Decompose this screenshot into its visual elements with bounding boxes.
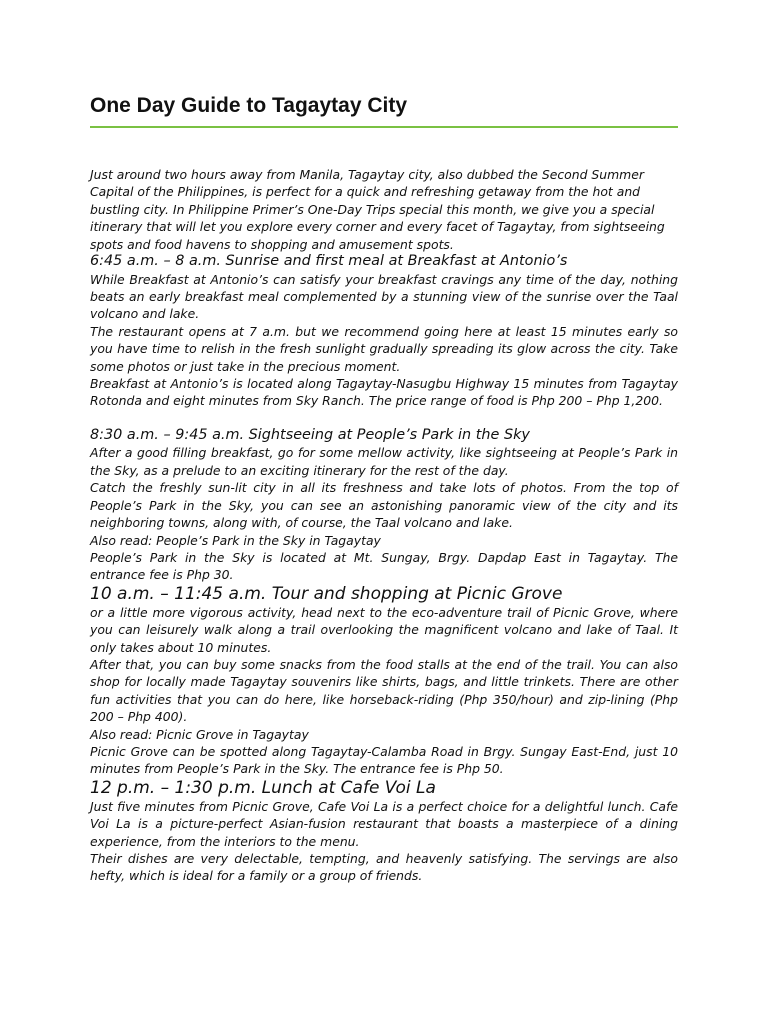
section-heading-peoples-park: 8:30 a.m. – 9:45 a.m. Sightseeing at People’s Park in the Sky xyxy=(90,426,530,443)
paragraph: Breakfast at Antonio’s is located along Tagaytay-Nasugbu Highway 15 minutes from Tagaytay Rotonda and eight minutes from Sky Ranch. The price range of food is Php 200 – Php 1,200. xyxy=(90,376,678,409)
intro-paragraph: Just around two hours away from Manila, Tagaytay city, also dubbed the Second Summer Capital of the Philippines, is perfect for a quick and refreshing getaway from the hot and bustling city. In Philippine Primer’s One-Day Trips special this month, we give you a special itinerary that will let you explore every corner and every facet of Tagaytay, from sightseeing spots and food havens to shopping and amusement spots. xyxy=(90,167,665,252)
paragraph: While Breakfast at Antonio’s can satisfy your breakfast cravings any time of the day, nothing beats an early breakfast meal complemented by a stunning view of the sunrise over the Taal volcano and lake. xyxy=(90,271,678,322)
also-read-line: Also read: Picnic Grove in Tagaytay xyxy=(90,726,309,742)
paragraph: or a little more vigorous activity, head next to the eco-adventure trail of Picnic Grove, where you can leisurely walk along a trail overlooking the magnificent volcano and lake of Taal. It only takes about 10 minutes. xyxy=(90,604,678,655)
paragraph: After a good filling breakfast, go for some mellow activity, like sightseeing at People’s Park in the Sky, as a prelude to an exciting itinerary for the rest of the day. xyxy=(90,445,678,478)
paragraph: Catch the freshly sun-lit city in all its freshness and take lots of photos. From the top of People’s Park in the Sky, you can see an astonishing panoramic view of the city and its neighboring towns, along with, of course, the Taal volcano and lake. xyxy=(90,480,678,531)
paragraph: People’s Park in the Sky is located at Mt. Sungay, Brgy. Dapdap East in Tagaytay. The entrance fee is Php 30. xyxy=(90,549,678,583)
section-heading-cafe-voi-la: 12 p.m. – 1:30 p.m. Lunch at Cafe Voi La xyxy=(90,777,436,798)
paragraph: After that, you can buy some snacks from the food stalls at the end of the trail. You can also shop for locally made Tagaytay souvenirs like shirts, bags, and little trinkets. There are other fun activities that you can do here, like horseback-riding (Php 350/hour) and zip-lining (Php 200 – Php 400). xyxy=(90,656,678,725)
paragraph: Picnic Grove can be spotted along Tagaytay-Calamba Road in Brgy. Sungay East-End, just 10 minutes from People’s Park in the Sky. The entrance fee is Php 50. xyxy=(90,743,678,777)
spacer xyxy=(90,410,678,427)
also-read-line: Also read: People’s Park in the Sky in Tagaytay xyxy=(90,532,381,548)
paragraph: Just five minutes from Picnic Grove, Cafe Voi La is a perfect choice for a delightful lunch. Cafe Voi La is a picture-perfect Asian-fusion restaurant that boasts a masterpiece of a dining experience, from the interiors to the menu. xyxy=(90,798,678,849)
page-title: One Day Guide to Tagaytay City xyxy=(90,92,678,128)
paragraph: Their dishes are very delectable, tempting, and heavenly satisfying. The servings are also hefty, which is ideal for a family or a group of friends. xyxy=(90,851,678,884)
paragraph: The restaurant opens at 7 a.m. but we recommend going here at least 15 minutes early so you have time to relish in the fresh sunlight gradually spreading its glow across the city. Take some photos or just take in the precious moment. xyxy=(90,323,678,374)
document-page xyxy=(90,92,678,885)
section-heading-picnic-grove: 10 a.m. – 11:45 a.m. Tour and shopping at Picnic Grove xyxy=(90,583,563,604)
section-heading-breakfast: 6:45 a.m. – 8 a.m. Sunrise and first meal at Breakfast at Antonio’s xyxy=(90,253,568,270)
